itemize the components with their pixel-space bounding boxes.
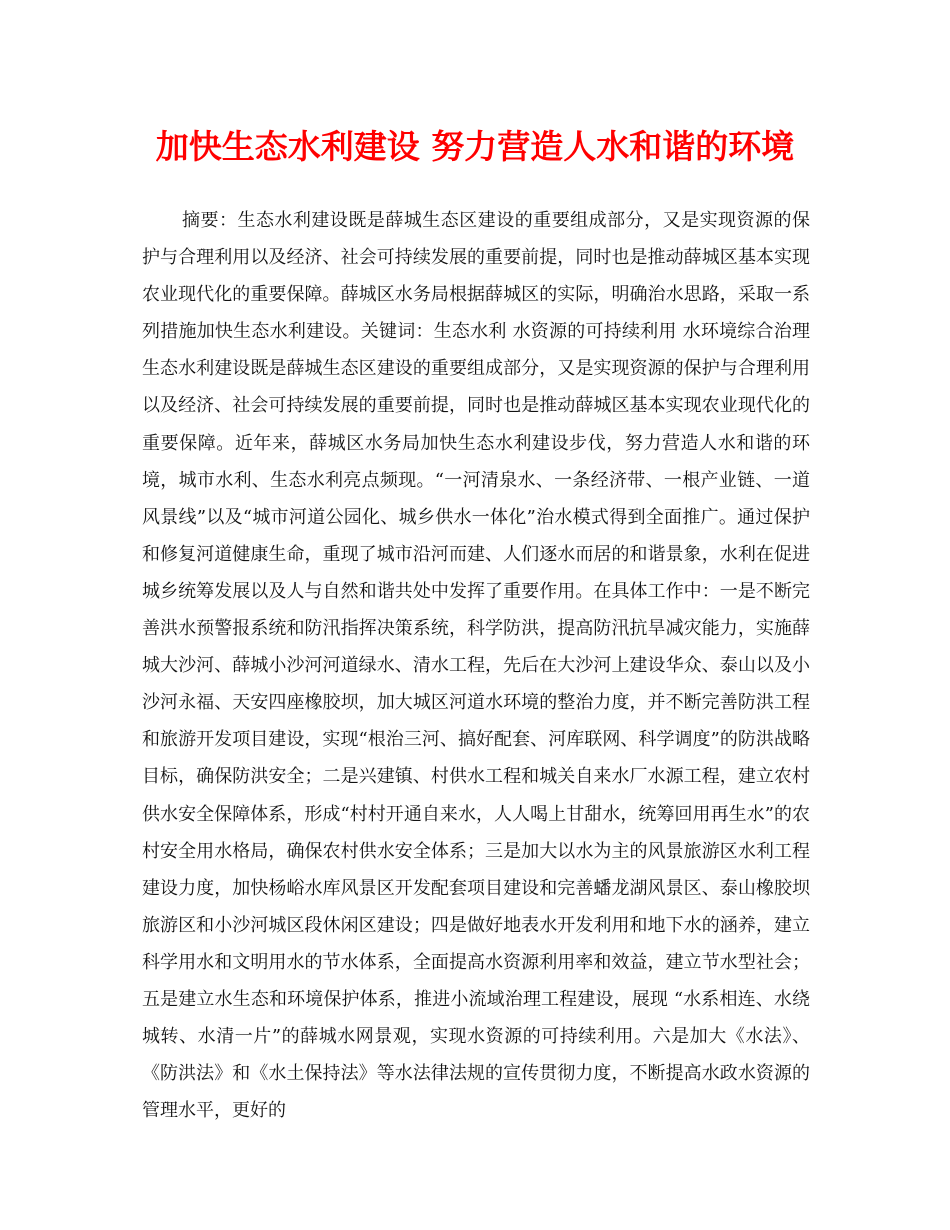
document-title: 加快生态水利建设 努力营造人水和谐的环境 [155, 127, 795, 166]
document-body: 摘要：生态水利建设既是薛城生态区建设的重要组成部分，又是实现资源的保护与合理利用以及经济、社会可持续发展的重要前提，同时也是推动薛城区基本实现农业现代化的重要保障。薛城区水务局根据薛城区的实际，明确治水思路，采取一系列措施加快生态水利建设。关键词：生态水利 水资源的可持续利用 水环境综合治理 生态水利建设既是薛城生态区建设的重要组成部分，又是实现资源的保护与合理利用以及经济、社会可持续发展的重要前提，同时也是推动薛城区基本实现农业现代化的重要保障。近年来，薛城区水务局加快生态水利建设步伐，努力营造人水和谐的环境，城市水利、生态水利亮点频现。“一河清泉水、一条经济带、一根产业链、一道风景线”以及“城市河道公园化、城乡供水一体化”治水模式得到全面推广。通过保护和修复河道健康生命，重现了城市沿河而建、人们逐水而居的和谐景象，水利在促进城乡统筹发展以及人与自然和谐共处中发挥了重要作用。在具体工作中：一是不断完善洪水预警报系统和防汛指挥决策系统，科学防洪，提高防汛抗旱减灾能力，实施薛城大沙河、薛城小沙河河道绿水、清水工程，先后在大沙河上建设华众、泰山以及小沙河永福、天安四座橡胶坝，加大城区河道水环境的整治力度，并不断完善防洪工程和旅游开发项目建设，实现“根治三河、搞好配套、河库联网、科学调度”的防洪战略目标，确保防洪安全；二是兴建镇、村供水工程和城关自来水厂水源工程，建立农村供水安全保障体系，形成“村村开通自来水，人人喝上甘甜水，统筹回用再生水”的农村安全用水格局，确保农村供水安全体系；三是加大以水为主的风景旅游区水利工程建设力度，加快杨峪水库风景区开发配套项目建设和完善蟠龙湖风景区、泰山橡胶坝旅游区和小沙河城区段休闲区建设；四是做好地表水开发利用和地下水的涵养，建立科学用水和文明用水的节水体系，全面提高水资源利用率和效益，建立节水型社会；五是建立水生态和环境保护体系，推进小流域治理工程建设，展现 “水系相连、水绕城转、水清一片”的薛城水网景观，实现水资源的可持续利用。六是加大《水法》、《防洪法》和《水土保持法》等水法律法规的宣传贯彻力度，不断提高水政水资源的管理水平，更好的 [142, 210, 828, 1122]
